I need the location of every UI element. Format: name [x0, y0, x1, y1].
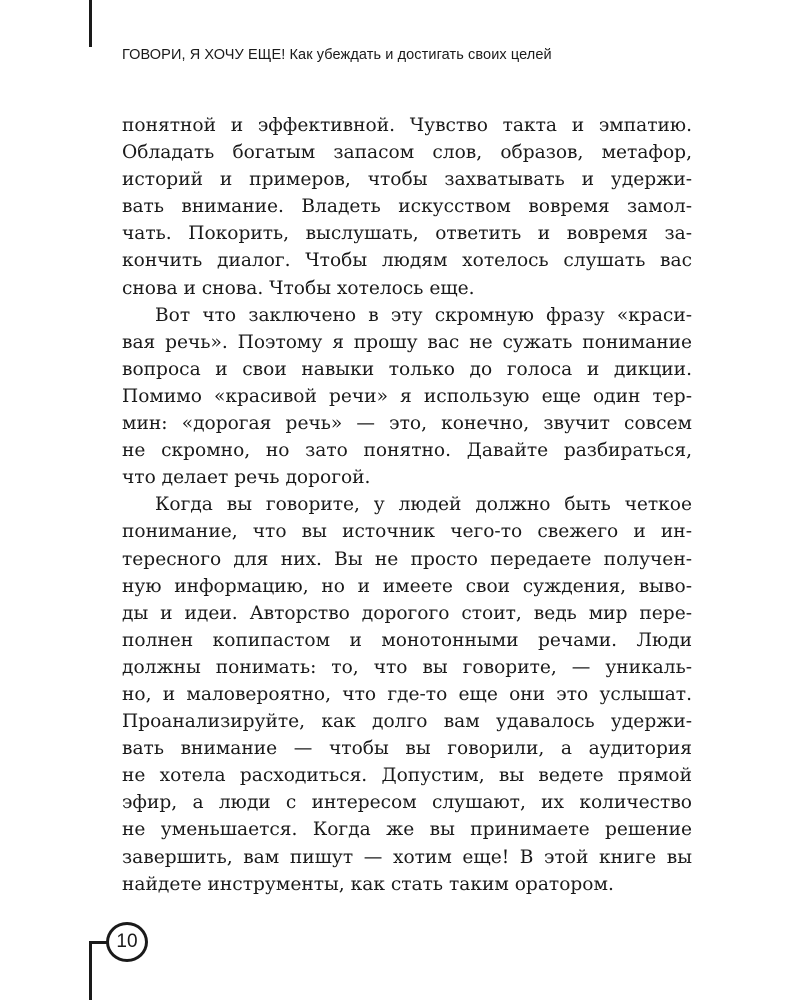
text-line: полнен копипастом и монотонными речами. Люди [122, 629, 692, 651]
text-line: вать внимание. Владеть искусством вовремя замол- [122, 196, 692, 218]
text-line: историй и примеров, чтобы захватывать и удержи- [122, 169, 692, 191]
folio-rule-vertical [89, 941, 92, 1000]
text-line: вать внимание — чтобы вы говорили, а аудитория [122, 738, 692, 760]
text-line: снова и снова. Чтобы хотелось еще. [122, 277, 475, 299]
text-line: Помимо «красивой речи» я использую еще один тер- [122, 385, 692, 407]
paragraph [122, 112, 692, 302]
text-line: понятной и эффективной. Чувство такта и эмпатию. [122, 115, 692, 136]
paragraph [122, 302, 692, 492]
text-line: что делает речь дорогой. [122, 467, 371, 489]
text-line: мин: «дорогая речь» — это, конечно, звучит совсем [122, 413, 692, 435]
text-line: чать. Покорить, выслушать, ответить и вовремя за- [122, 223, 692, 245]
text-line: тересного для них. Вы не просто передаете получен- [122, 548, 692, 570]
text-line: не скромно, но зато понятно. Давайте разбираться, [122, 440, 692, 462]
body-text [122, 112, 692, 898]
text-line: но, и маловероятно, что где-то еще они это услышат. [122, 683, 692, 705]
text-line: ную информацию, но и имеете свои суждения, выво- [122, 575, 692, 597]
running-head: ГОВОРИ, Я ХОЧУ ЕЩЕ! Как убеждать и достигать своих целей [122, 47, 552, 63]
paragraph [122, 491, 692, 897]
text-line: Вот что заключено в эту скромную фразу «краси- [155, 304, 692, 326]
text-line: понимание, что вы источник чего-то свежего и ин- [122, 521, 692, 543]
text-line: кончить диалог. Чтобы людям хотелось слушать вас [122, 250, 692, 272]
text-line: Когда вы говорите, у людей должно быть четкое [155, 494, 692, 516]
text-line: не уменьшается. Когда же вы принимаете решение [122, 819, 692, 841]
text-line: не хотела расходиться. Допустим, вы ведете прямой [122, 765, 692, 787]
text-line: вопроса и свои навыки только до голоса и дикции. [122, 358, 692, 380]
text-line: Обладать богатым запасом слов, образов, метафор, [122, 142, 692, 164]
text-line: ды и идеи. Авторство дорогого стоит, ведь мир пере- [122, 602, 692, 624]
text-line: должны понимать: то, что вы говорите, — уникаль- [122, 656, 692, 678]
text-line: Проанализируйте, как долго вам удавалось удержи- [122, 711, 692, 733]
text-line: эфир, а люди с интересом слушают, их количество [122, 792, 692, 814]
page-number: 10 [106, 922, 148, 962]
text-line: завершить, вам пишут — хотим еще! В этой книге вы [122, 846, 692, 868]
text-line: найдете инструменты, как стать таким оратором. [122, 873, 614, 895]
text-line: вая речь». Поэтому я прошу вас не сужать понимание [122, 331, 692, 353]
top-margin-rule [89, 0, 92, 47]
